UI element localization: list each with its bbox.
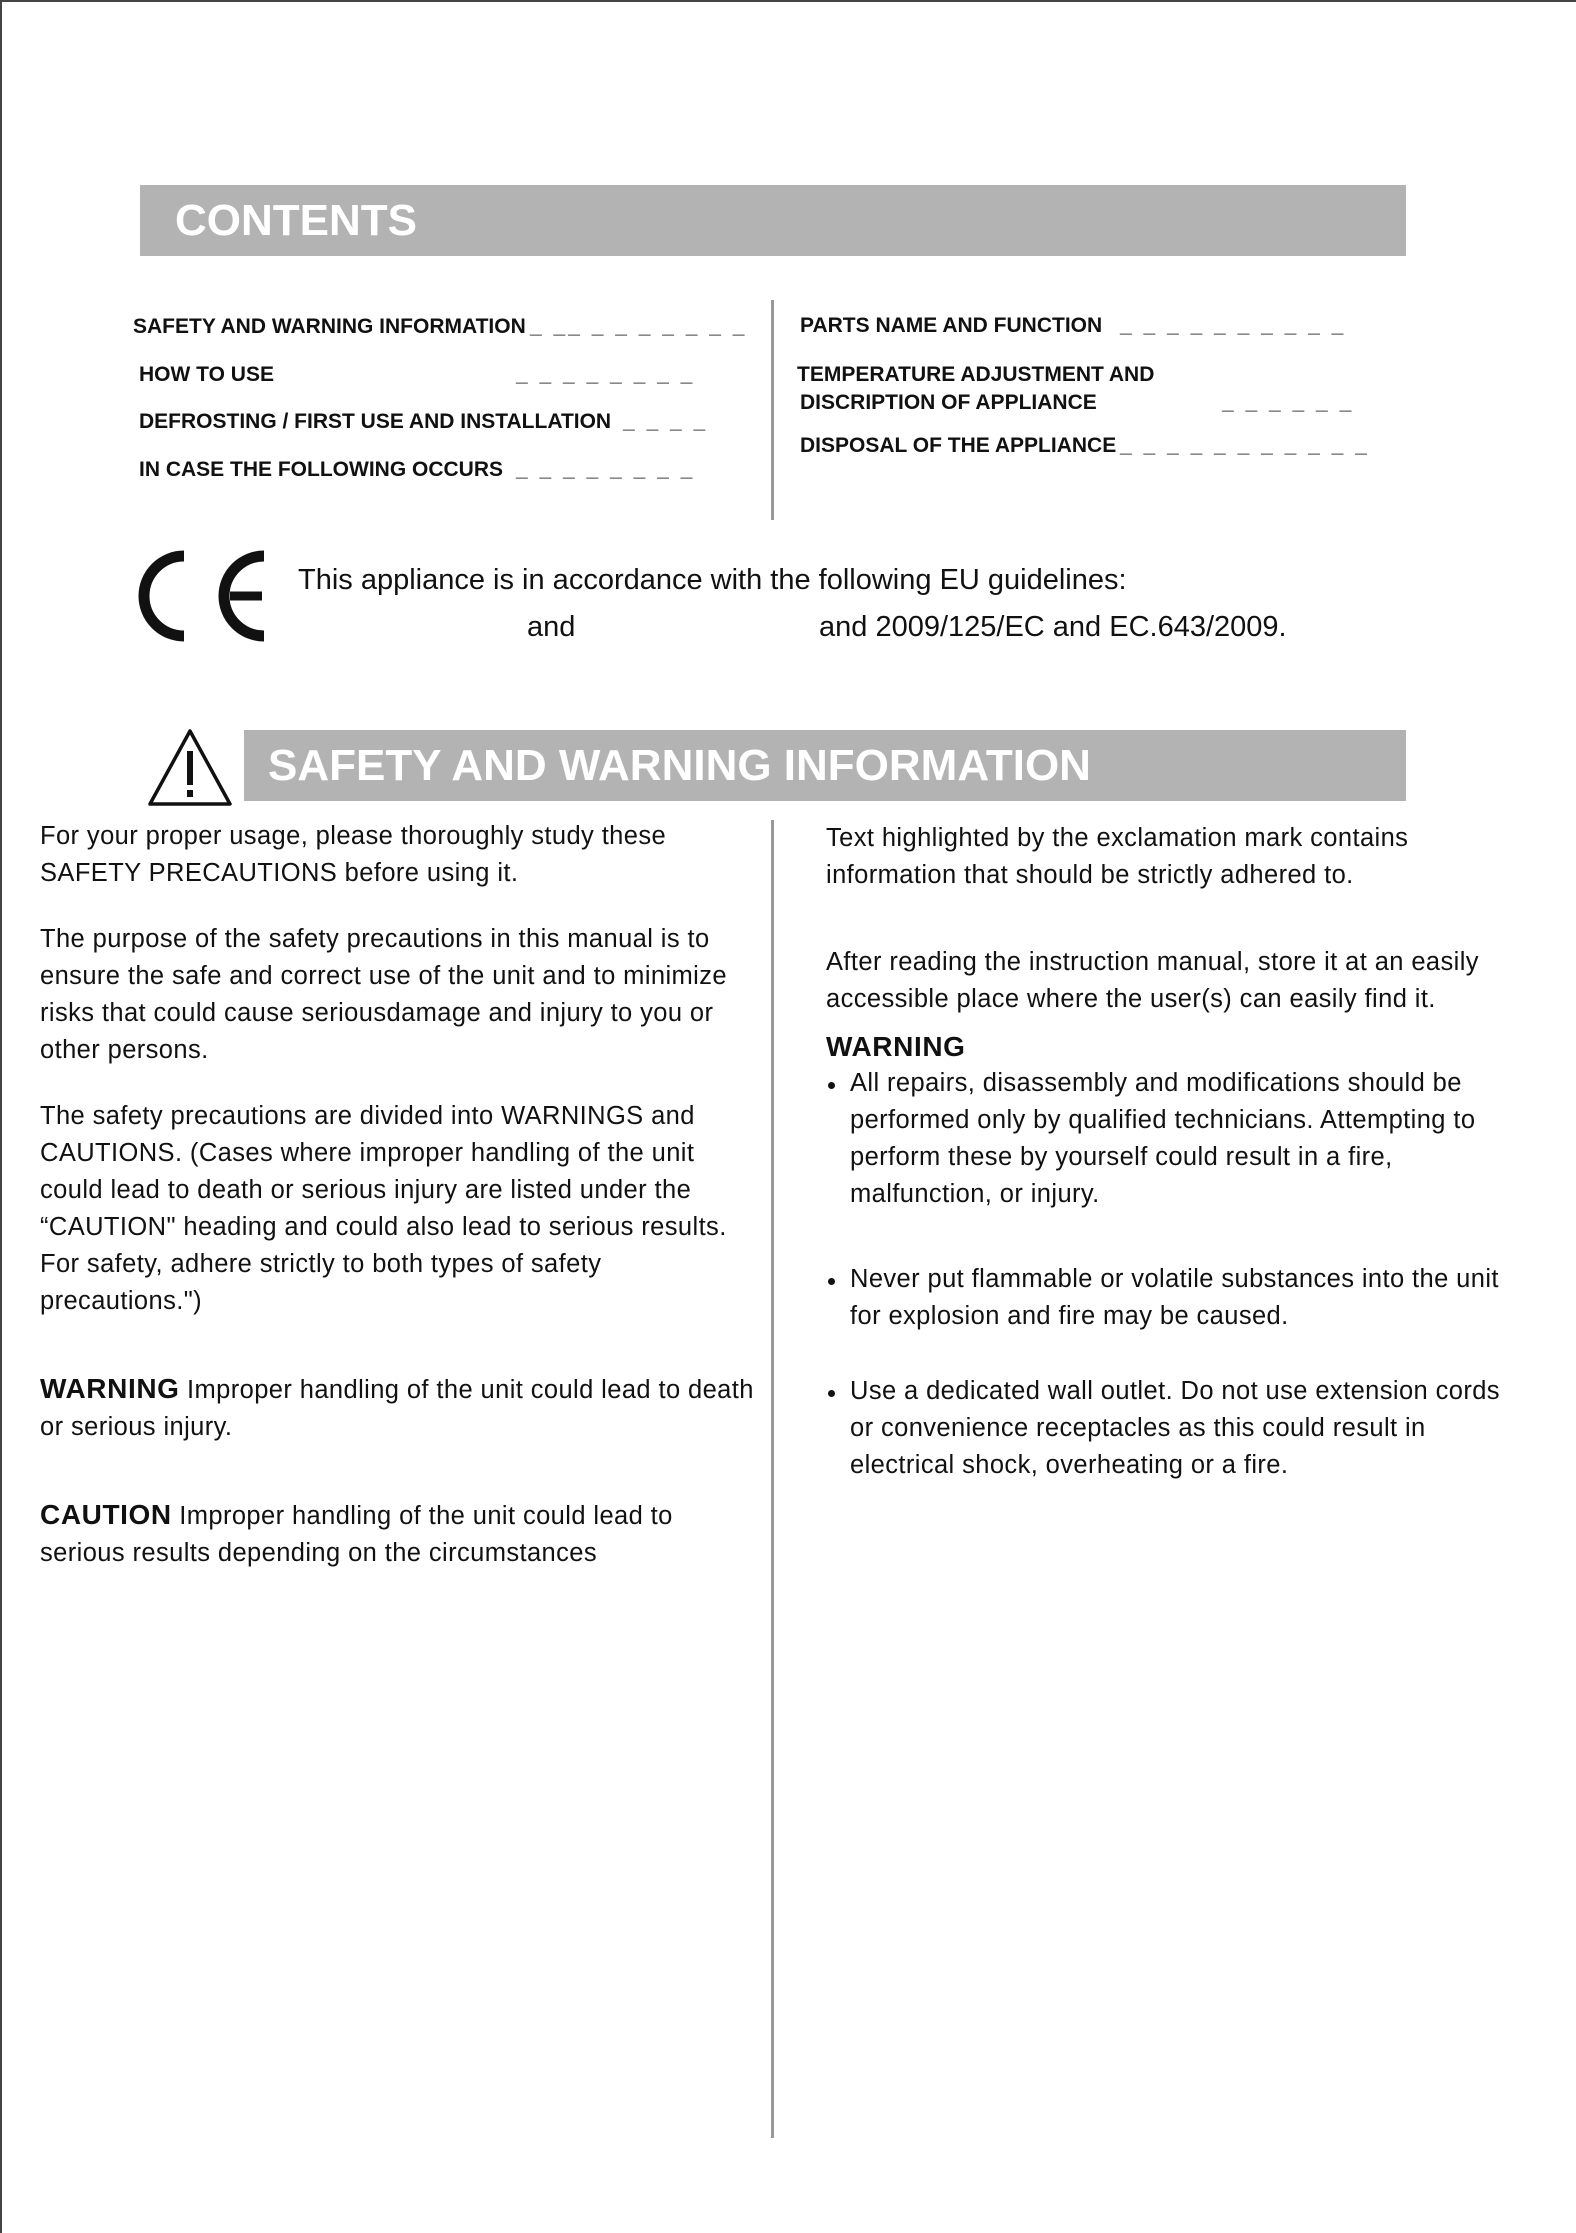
list-item: Use a dedicated wall outlet. Do not use extension cords or convenience receptacles as this could result in electrical shock, overheating or a fire. xyxy=(826,1373,1526,1484)
purpose-paragraph: The purpose of the safety precautions in this manual is to ensure the safe and correct use of the unit and to minimize risks that could cause seriousdamage and injury to you or other persons. xyxy=(40,925,727,1064)
exclamation-note: Text highlighted by the exclamation mark contains information that should be strictly adhered to. xyxy=(826,824,1409,889)
safety-left-column xyxy=(40,818,755,1572)
toc-leader-defrosting: _ _ _ _ xyxy=(623,410,709,433)
ce-mark-icon xyxy=(134,548,274,644)
toc-item-safety[interactable]: SAFETY AND WARNING INFORMATION xyxy=(133,315,526,338)
toc-item-disposal[interactable]: DISPOSAL OF THE APPLIANCE xyxy=(800,434,1117,457)
toc-item-how-to-use[interactable]: HOW TO USE xyxy=(139,363,274,386)
toc-leader-in-case: _ _ _ _ _ _ _ _ xyxy=(516,458,696,481)
toc-leader-parts-name: _ _ _ _ _ _ _ _ _ _ xyxy=(1120,314,1347,337)
column-divider xyxy=(771,820,774,2138)
caution-definition-text: Improper handling of the unit could lead to serious results depending on the circumstances xyxy=(40,1502,673,1567)
toc-divider xyxy=(771,300,774,520)
intro-paragraph-line2: SAFETY PRECAUTIONS before using it. xyxy=(40,859,519,887)
caution-label: CAUTION xyxy=(40,1499,172,1530)
caution-definition xyxy=(40,1496,755,1572)
warning-label: WARNING xyxy=(40,1373,180,1404)
ce-statement: This appliance is in accordance with the following EU guidelines: xyxy=(298,564,1127,596)
toc-item-temperature-line2[interactable]: DISCRIPTION OF APPLIANCE xyxy=(800,391,1097,414)
warning-definition-text: Improper handling of the unit could lead to death or serious injury. xyxy=(40,1376,754,1441)
toc-item-temperature[interactable]: TEMPERATURE ADJUSTMENT AND xyxy=(797,363,1155,386)
toc-item-defrosting[interactable]: DEFROSTING / FIRST USE AND INSTALLATION xyxy=(139,410,612,433)
contents-heading: CONTENTS xyxy=(140,185,1406,256)
toc-item-parts-name[interactable]: PARTS NAME AND FUNCTION xyxy=(800,314,1103,337)
warning-triangle-icon xyxy=(146,726,234,808)
divisions-paragraph: The safety precautions are divided into WARNINGS and CAUTIONS. (Cases where improper handling of the unit could lead to death or serious injury are listed under the “CAUTION" heading and could also lead to serious results. For safety, adhere strictly to both types of safety precautions.") xyxy=(40,1102,727,1315)
safety-right-column xyxy=(826,820,1526,1484)
safety-heading: SAFETY AND WARNING INFORMATION xyxy=(244,730,1406,801)
ce-statement-directives: and 2009/125/EC and EC.643/2009. xyxy=(819,611,1287,643)
toc-leader-how-to-use: _ _ _ _ _ _ _ _ xyxy=(516,363,696,386)
toc-leader-temperature: _ _ _ _ _ _ xyxy=(1222,391,1355,414)
list-item: Never put flammable or volatile substances into the unit for explosion and fire may be caused. xyxy=(826,1261,1526,1335)
toc-leader-safety: _ __ _ _ _ _ _ _ _ xyxy=(530,315,748,338)
toc-item-in-case[interactable]: IN CASE THE FOLLOWING OCCURS xyxy=(139,458,503,481)
toc-leader-disposal: _ _ _ _ _ _ _ _ _ _ _ xyxy=(1120,434,1370,457)
intro-paragraph-line1: For your proper usage, please thoroughly study these xyxy=(40,822,667,850)
list-item: All repairs, disassembly and modifications should be performed only by qualified technicians. Attempting to perform these by yourself could result in a fire, malfunction, or injury. xyxy=(826,1065,1526,1213)
warning-definition xyxy=(40,1370,755,1446)
warning-list xyxy=(826,1065,1526,1484)
warning-heading: WARNING xyxy=(826,1031,966,1062)
ce-statement-and: and xyxy=(527,611,576,643)
store-manual-note: After reading the instruction manual, store it at an easily accessible place where the user(s) can easily find it. xyxy=(826,948,1479,1013)
